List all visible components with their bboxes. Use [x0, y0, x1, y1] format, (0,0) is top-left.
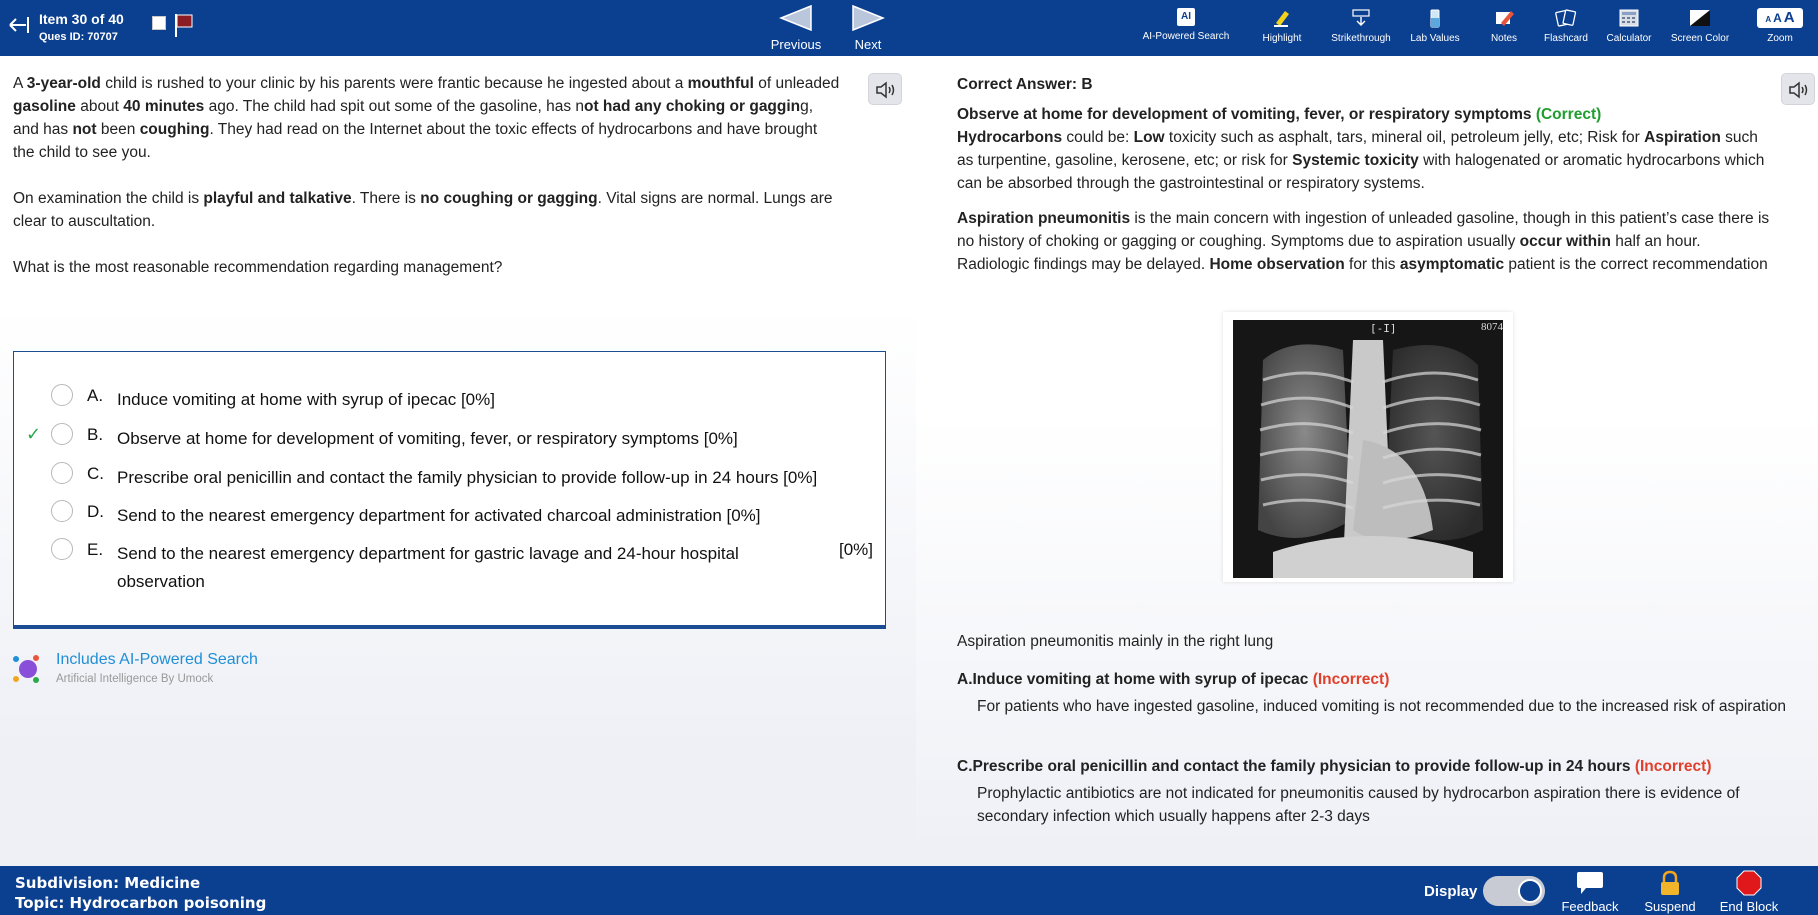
- radio-button[interactable]: [51, 423, 73, 445]
- tool-label: Zoom: [1767, 33, 1793, 44]
- radio-button[interactable]: [51, 500, 73, 522]
- stem-bold-run: ot had any choking or gaggin: [584, 98, 801, 115]
- explanation-run: half an hour. Radiologic findings may be delayed.: [957, 233, 1701, 273]
- speech-bubble-icon: [1576, 870, 1604, 896]
- explanation-bold-run: Hydrocarbons: [957, 129, 1063, 146]
- incorrect-tag: (Incorrect): [1634, 758, 1712, 775]
- option-text: Observe at home for development of vomiting, fever, or respiratory symptoms [0%]: [117, 429, 738, 448]
- answer-choices: [13, 351, 886, 629]
- stem-run: . There is: [351, 190, 421, 207]
- option-letter: E.: [87, 540, 104, 559]
- explanation-bold-run: occur within: [1519, 233, 1611, 250]
- explanation-bold-run: Aspiration: [1644, 129, 1721, 146]
- radio-button[interactable]: [51, 538, 73, 560]
- option-text: Induce vomiting at home with syrup of ipecac [0%]: [117, 390, 495, 409]
- end-block-label: End Block: [1719, 899, 1779, 914]
- option-letter: A.: [87, 386, 104, 405]
- stem-paragraph: [13, 256, 843, 279]
- back-arrow-icon[interactable]: [8, 14, 30, 38]
- explanation-pane: [916, 56, 1818, 866]
- tool-screen-color[interactable]: [1668, 8, 1732, 44]
- stem-run: What is the most reasonable recommendation regarding management?: [13, 259, 503, 276]
- explanation-run: such as turpentine, gasoline, kerosene, etc; or risk for: [957, 129, 1758, 169]
- stem-bold-run: no coughing or gagging: [420, 190, 598, 207]
- chest-xray-image: [1233, 320, 1503, 578]
- correct-answer-line: [957, 103, 1777, 126]
- stem-run: child is rushed to your clinic by his parents were frantic because he ingested about a: [100, 75, 688, 92]
- xray-marker-right: 8074: [1481, 321, 1503, 333]
- feedback-button[interactable]: [1560, 870, 1620, 914]
- explanation-paragraph-1: [957, 126, 1777, 195]
- display-label: Display: [1424, 883, 1478, 900]
- padlock-icon: [1658, 870, 1682, 896]
- toggle-knob: [1518, 879, 1542, 903]
- explanation-bold-run: asymptomatic: [1399, 256, 1505, 273]
- stem-run: of unleaded: [753, 75, 840, 92]
- zoom-text-icon: [1757, 8, 1803, 28]
- explanation-run: patient is the correct recommendation: [1504, 256, 1768, 273]
- stem-bold-run: not: [72, 121, 97, 138]
- tool-zoom[interactable]: [1756, 8, 1804, 44]
- ai-icon: AI: [1177, 8, 1195, 26]
- stem-run: been: [96, 121, 140, 138]
- option-letter: B.: [87, 425, 104, 444]
- stem-bold-run: gasoline: [13, 98, 76, 115]
- stem-bold-run: coughing: [139, 121, 210, 138]
- subdivision-label: Subdivision: Medicine: [15, 874, 201, 892]
- incorrect-option-text: C.Prescribe oral penicillin and contact the family physician to provide follow-up in 24 hours: [957, 758, 1631, 775]
- tool-flashcard[interactable]: [1540, 8, 1592, 44]
- explanation-bold-run: Systemic toxicity: [1292, 152, 1419, 169]
- correct-answer-label: Correct Answer: B: [957, 76, 1093, 93]
- speaker-icon: [1788, 80, 1810, 100]
- option-text: Send to the nearest emergency department for activated charcoal administration [0%]: [117, 506, 761, 525]
- tool-ai-search[interactable]: [1138, 8, 1234, 42]
- flag-icon[interactable]: [174, 12, 194, 38]
- explanation-run: with halogenated or aromatic hydrocarbons which can be absorbed through the gastrointestinal or respiratory systems.: [957, 152, 1765, 192]
- highlighter-icon: [1271, 8, 1293, 28]
- stem-run: On examination the child is: [13, 190, 204, 207]
- tool-lab-values[interactable]: [1406, 8, 1464, 44]
- option-letter: C.: [87, 464, 104, 483]
- xray-figure[interactable]: [1223, 312, 1513, 582]
- correct-tag: (Correct): [1535, 106, 1602, 123]
- flashcard-icon: [1555, 8, 1577, 28]
- tool-notes[interactable]: [1484, 8, 1524, 44]
- explanation-run: toxicity such as asphalt, tars, mineral oil, petroleum jelly, etc; Risk for: [1164, 129, 1645, 146]
- stem-run: ago. The child had spit out some of the gasoline, has n: [204, 98, 584, 115]
- incorrect-heading-a: [957, 668, 1777, 691]
- strikethrough-icon: [1350, 8, 1372, 28]
- radio-button[interactable]: [51, 384, 73, 406]
- correct-answer-text: Observe at home for development of vomiting, fever, or respiratory symptoms: [957, 106, 1532, 123]
- question-id: Ques ID: 70707: [39, 31, 118, 43]
- stem-run: A: [13, 75, 27, 92]
- suspend-label: Suspend: [1644, 899, 1696, 914]
- item-counter: Item 30 of 40: [39, 11, 124, 27]
- audio-button-question[interactable]: [868, 73, 902, 105]
- question-pane: [0, 56, 916, 866]
- top-toolbar: [0, 0, 1818, 56]
- explanation-run: could be:: [1062, 129, 1134, 146]
- topic-label: Topic: Hydrocarbon poisoning: [15, 894, 267, 912]
- incorrect-explanation-c: Prophylactic antibiotics are not indicated for pneumonitis caused by hydrocarbon aspiration there is evidence of secondary infection which usually happens after 2-3 days: [977, 785, 1740, 825]
- incorrect-heading-c: [957, 755, 1777, 778]
- tool-highlight[interactable]: [1256, 8, 1308, 44]
- explanation-bold-run: Aspiration pneumonitis: [957, 210, 1131, 227]
- incorrect-tag: (Incorrect): [1312, 671, 1390, 688]
- tool-label: Calculator: [1606, 33, 1652, 44]
- tool-label: Strikethrough: [1331, 33, 1391, 44]
- checkmark-icon: ✓: [26, 424, 42, 444]
- ai-promo-title[interactable]: Includes AI-Powered Search: [56, 651, 258, 668]
- zoom-small-letter: A: [1765, 15, 1772, 24]
- stop-sign-icon: [1736, 870, 1762, 896]
- contrast-icon: [1689, 8, 1711, 28]
- option-text: Prescribe oral penicillin and contact the family physician to provide follow-up in 24 hours [0%]: [117, 468, 818, 487]
- speaker-icon: [875, 80, 897, 100]
- explanation-paragraph-2: [957, 207, 1777, 276]
- xray-caption: Aspiration pneumonitis mainly in the right lung: [957, 633, 1274, 650]
- zoom-medium-letter: A: [1773, 11, 1782, 25]
- next-label: Next: [854, 37, 882, 52]
- tool-label: Screen Color: [1670, 33, 1730, 44]
- next-button[interactable]: [840, 4, 896, 52]
- option-percent: [0%]: [838, 540, 873, 559]
- option-letter: D.: [87, 502, 104, 521]
- stem-bold-run: mouthful: [687, 75, 754, 92]
- stem-paragraph: [13, 72, 843, 164]
- question-stem: [13, 72, 843, 302]
- stem-run: . They had read on the Internet about the toxic effects of hydrocarbons and have brought the child to see you.: [13, 121, 818, 161]
- stem-bold-run: playful and talkative: [203, 190, 352, 207]
- triangle-left-icon: [779, 4, 813, 32]
- ai-promo-subtitle: Artificial Intelligence By Umock: [56, 673, 214, 685]
- stem-run: g, and has: [13, 98, 814, 138]
- triangle-right-icon: [851, 4, 885, 32]
- tool-label: Flashcard: [1544, 33, 1588, 44]
- notes-icon: [1493, 8, 1515, 28]
- stem-run: about: [75, 98, 124, 115]
- tool-calculator[interactable]: [1604, 8, 1654, 44]
- tool-label: Notes: [1490, 33, 1518, 44]
- xray-marker-left: [-I]: [1370, 322, 1397, 335]
- previous-button[interactable]: [768, 4, 824, 52]
- tool-label: AI-Powered Search: [1142, 31, 1230, 42]
- calculator-icon: [1618, 8, 1640, 28]
- tool-label: Highlight: [1262, 33, 1302, 44]
- ai-dots-icon: [12, 653, 42, 687]
- tool-strikethrough[interactable]: [1328, 8, 1394, 44]
- display-toggle[interactable]: [1483, 876, 1545, 906]
- bottom-bar: [0, 866, 1818, 915]
- stem-paragraph: [13, 187, 843, 233]
- suspend-button[interactable]: [1640, 870, 1700, 914]
- item-info: [39, 11, 124, 43]
- previous-label: Previous: [770, 37, 822, 52]
- explanation-run: is the main concern with ingestion of unleaded gasoline, though in this patient’s case there is no history of choking or gagging or coughing. Symptoms due to aspiration usually: [957, 210, 1770, 250]
- stem-run: . Vital signs are normal. Lungs are clear to auscultation.: [13, 190, 833, 230]
- stem-bold-run: 40 minutes: [123, 98, 205, 115]
- explanation-run: for this: [1344, 256, 1400, 273]
- stem-bold-run: 3-year-old: [26, 75, 101, 92]
- end-block-button[interactable]: [1712, 870, 1786, 914]
- audio-button-explanation[interactable]: [1781, 73, 1815, 105]
- option-text: Send to the nearest emergency department for gastric lavage and 24-hour hospital observation: [117, 544, 739, 591]
- explanation-bold-run: Low: [1133, 129, 1165, 146]
- tool-label: Lab Values: [1410, 33, 1460, 44]
- radio-button[interactable]: [51, 462, 73, 484]
- mark-checkbox[interactable]: [152, 16, 166, 30]
- zoom-large-letter: A: [1783, 9, 1795, 26]
- feedback-label: Feedback: [1561, 899, 1619, 914]
- incorrect-explanation-a: For patients who have ingested gasoline, induced vomiting is not recommended due to the increased risk of aspiration: [977, 698, 1787, 715]
- explanation-bold-run: Home observation: [1209, 256, 1345, 273]
- flask-icon: [1424, 8, 1446, 28]
- incorrect-option-text: A.Induce vomiting at home with syrup of ipecac: [957, 671, 1309, 688]
